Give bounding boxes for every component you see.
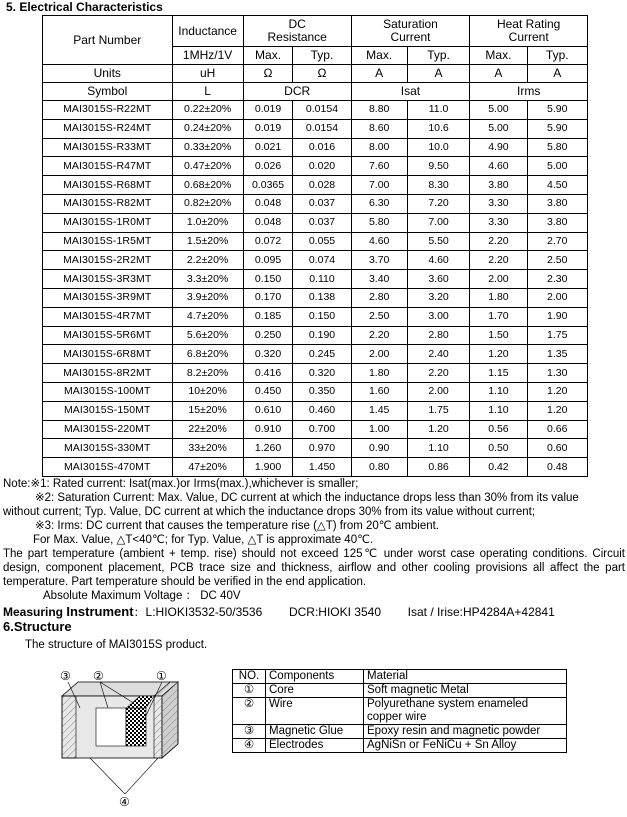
cell-irms-max: 1.15 <box>470 364 527 383</box>
cell-material: Soft magnetic Metal <box>364 684 567 698</box>
cell-irms-typ: 5.90 <box>527 101 587 120</box>
cell-irms-typ: 5.90 <box>527 119 587 138</box>
electrical-characteristics-table <box>42 15 588 477</box>
component-row <box>233 725 567 739</box>
cell-isat-typ: 3.00 <box>407 307 470 326</box>
cell-isat-typ: 4.60 <box>407 251 470 270</box>
cell-isat-typ: 2.40 <box>407 345 470 364</box>
cell-dcr-typ: 0.245 <box>293 345 351 364</box>
cell-pn: MAI3015S-5R6MT <box>43 326 173 345</box>
cell-l: 3.9±20% <box>172 288 243 307</box>
cell-irms-max: 2.20 <box>470 251 527 270</box>
cell-irms-max: 0.50 <box>470 439 527 458</box>
table-header-row <box>43 16 588 47</box>
table-row <box>43 119 588 138</box>
cell-dcr-typ: 0.020 <box>293 157 351 176</box>
cell-dcr-typ: 0.150 <box>293 307 351 326</box>
cell-irms-typ: 1.20 <box>527 382 587 401</box>
cell-isat-max: 7.60 <box>351 157 407 176</box>
cell-isat-typ: 1.75 <box>407 401 470 420</box>
note-1: Note:※1: Rated current: Isat(max.)or Irms(max.),whichever is smaller; <box>3 478 359 490</box>
cell-irms-typ: 5.80 <box>527 138 587 157</box>
table-row <box>43 270 588 289</box>
cell-l: 3.3±20% <box>172 270 243 289</box>
cell-dcr-typ: 0.016 <box>293 138 351 157</box>
header-dc-resistance: DC Resistance <box>243 16 351 47</box>
cell-l: 8.2±20% <box>172 364 243 383</box>
cell-irms-typ: 4.50 <box>527 176 587 195</box>
cell-isat-max: 7.00 <box>351 176 407 195</box>
cell-dcr-max: 0.048 <box>243 194 293 213</box>
cell-isat-typ: 8.30 <box>407 176 470 195</box>
cell-isat-typ: 0.86 <box>407 458 470 477</box>
cell-l: 47±20% <box>172 458 243 477</box>
cell-irms-max: 5.00 <box>470 119 527 138</box>
cell-isat-typ: 10.0 <box>407 138 470 157</box>
table-row <box>43 194 588 213</box>
component-row <box>233 739 567 753</box>
cell-isat-typ: 3.60 <box>407 270 470 289</box>
cell-isat-max: 8.60 <box>351 119 407 138</box>
symbol-irms: Irms <box>470 83 588 101</box>
table-units-row <box>43 65 588 83</box>
cell-irms-typ: 2.30 <box>527 270 587 289</box>
callout-2: ② <box>93 669 104 683</box>
table-row <box>43 326 588 345</box>
cell-dcr-max: 0.019 <box>243 119 293 138</box>
wire-winding <box>126 708 146 746</box>
electrode-left <box>62 696 76 758</box>
cell-dcr-max: 1.900 <box>243 458 293 477</box>
cell-isat-max: 3.40 <box>351 270 407 289</box>
cell-isat-typ: 1.20 <box>407 420 470 439</box>
cell-isat-max: 2.50 <box>351 307 407 326</box>
cell-irms-typ: 1.35 <box>527 345 587 364</box>
cell-component: Electrodes <box>266 739 364 753</box>
callout-4: ④ <box>119 795 130 808</box>
cell-l: 4.7±20% <box>172 307 243 326</box>
header-heat-rating-current: Heat Rating Current <box>470 16 588 47</box>
cell-irms-typ: 2.70 <box>527 232 587 251</box>
cell-dcr-max: 0.185 <box>243 307 293 326</box>
header-material: Material <box>364 670 567 684</box>
table-row <box>43 213 588 232</box>
cell-l: 0.33±20% <box>172 138 243 157</box>
cell-pn: MAI3015S-1R5MT <box>43 232 173 251</box>
table-symbol-row <box>43 83 588 101</box>
cell-pn: MAI3015S-R33MT <box>43 138 173 157</box>
cell-isat-typ: 2.00 <box>407 382 470 401</box>
cell-isat-max: 2.20 <box>351 326 407 345</box>
cell-isat-typ: 7.00 <box>407 213 470 232</box>
cell-irms-typ: 2.00 <box>527 288 587 307</box>
units-label: Units <box>43 65 173 83</box>
cell-dcr-typ: 0.055 <box>293 232 351 251</box>
table-row <box>43 288 588 307</box>
cell-pn: MAI3015S-220MT <box>43 420 173 439</box>
cell-irms-max: 5.00 <box>470 101 527 120</box>
cell-pn: MAI3015S-330MT <box>43 439 173 458</box>
cell-irms-max: 1.20 <box>470 345 527 364</box>
measuring-instrument: Measuring Instrument：L:HIOKI3532-50/3536 DCR:HIOKI 3540 Isat / Irise:HP4284A+42841 <box>3 604 555 619</box>
cell-isat-max: 1.45 <box>351 401 407 420</box>
note-2-line-2: without current; Typ. Value, DC current at which the inductance drops 30% from its value without current; <box>3 506 536 518</box>
header-saturation-current: Saturation Current <box>351 16 470 47</box>
cell-isat-max: 1.80 <box>351 364 407 383</box>
cell-isat-max: 8.00 <box>351 138 407 157</box>
cell-isat-max: 3.70 <box>351 251 407 270</box>
cell-dcr-max: 0.0365 <box>243 176 293 195</box>
cell-isat-max: 6.30 <box>351 194 407 213</box>
symbol-isat: Isat <box>351 83 470 101</box>
cell-l: 5.6±20% <box>172 326 243 345</box>
electrode-right <box>154 682 178 758</box>
cell-isat-typ: 10.6 <box>407 119 470 138</box>
cell-pn: MAI3015S-R22MT <box>43 101 173 120</box>
cell-pn: MAI3015S-3R9MT <box>43 288 173 307</box>
unit-resistance: Ω <box>293 65 351 83</box>
cell-dcr-typ: 0.350 <box>293 382 351 401</box>
cell-l: 0.24±20% <box>172 119 243 138</box>
cell-irms-max: 1.70 <box>470 307 527 326</box>
table-row <box>43 345 588 364</box>
cell-isat-max: 0.90 <box>351 439 407 458</box>
cell-dcr-max: 0.320 <box>243 345 293 364</box>
cell-l: 6.8±20% <box>172 345 243 364</box>
cell-isat-max: 1.00 <box>351 420 407 439</box>
cell-dcr-max: 1.260 <box>243 439 293 458</box>
cell-isat-typ: 1.10 <box>407 439 470 458</box>
symbol-dcr: DCR <box>243 83 351 101</box>
components-header-row <box>233 670 567 684</box>
cell-dcr-max: 0.019 <box>243 101 293 120</box>
unit-resistance: Ω <box>243 65 293 83</box>
absolute-max-voltage: Absolute Maximum Voltage ： DC 40V <box>43 590 241 602</box>
cell-irms-max: 0.56 <box>470 420 527 439</box>
table-row <box>43 251 588 270</box>
cell-dcr-typ: 0.320 <box>293 364 351 383</box>
cell-pn: MAI3015S-1R0MT <box>43 213 173 232</box>
cell-dcr-max: 0.072 <box>243 232 293 251</box>
cell-pn: MAI3015S-6R8MT <box>43 345 173 364</box>
cell-dcr-max: 0.150 <box>243 270 293 289</box>
cell-component: Magnetic Glue <box>266 725 364 739</box>
cell-isat-max: 4.60 <box>351 232 407 251</box>
cell-dcr-typ: 0.190 <box>293 326 351 345</box>
cell-irms-max: 3.80 <box>470 176 527 195</box>
cell-material: Epoxy resin and magnetic powder <box>364 725 567 739</box>
cell-isat-typ: 11.0 <box>407 101 470 120</box>
cell-irms-typ: 1.20 <box>527 401 587 420</box>
cell-l: 33±20% <box>172 439 243 458</box>
cell-isat-max: 2.00 <box>351 345 407 364</box>
cell-dcr-typ: 0.138 <box>293 288 351 307</box>
cell-dcr-typ: 0.028 <box>293 176 351 195</box>
cell-irms-typ: 3.80 <box>527 194 587 213</box>
unit-current: A <box>407 65 470 83</box>
cell-pn: MAI3015S-470MT <box>43 458 173 477</box>
cell-isat-typ: 5.50 <box>407 232 470 251</box>
cell-dcr-max: 0.416 <box>243 364 293 383</box>
cell-dcr-max: 0.250 <box>243 326 293 345</box>
header-typ: Typ. <box>293 47 351 65</box>
note-3-line-2: For Max. Value, △T<40℃; for Typ. Value, △T is approximate 40℃. <box>33 534 374 546</box>
section-title-electrical: 5. Electrical Characteristics <box>6 0 163 14</box>
table-row <box>43 458 588 477</box>
unit-current: A <box>470 65 527 83</box>
cell-no: ② <box>233 698 266 725</box>
table-row <box>43 101 588 120</box>
cell-irms-max: 2.20 <box>470 232 527 251</box>
cell-pn: MAI3015S-2R2MT <box>43 251 173 270</box>
table-row <box>43 232 588 251</box>
cell-irms-typ: 1.30 <box>527 364 587 383</box>
cell-dcr-max: 0.021 <box>243 138 293 157</box>
cell-l: 1.0±20% <box>172 213 243 232</box>
cell-dcr-typ: 0.037 <box>293 213 351 232</box>
header-typ: Typ. <box>407 47 470 65</box>
note-3-line-1: ※3: Irms: DC current that causes the temperature rise (△T) from 20℃ ambient. <box>35 520 439 532</box>
cell-irms-max: 3.30 <box>470 194 527 213</box>
cell-dcr-max: 0.610 <box>243 401 293 420</box>
cell-dcr-typ: 0.0154 <box>293 101 351 120</box>
header-max: Max. <box>470 47 527 65</box>
cell-isat-max: 1.60 <box>351 382 407 401</box>
cell-dcr-typ: 0.700 <box>293 420 351 439</box>
cell-irms-max: 1.80 <box>470 288 527 307</box>
cell-irms-max: 2.00 <box>470 270 527 289</box>
temperature-paragraph: The part temperature (ambient + temp. rise) should not exceed 125℃ under worst case operating conditions. Circuit design, component placement, PCB trace size and thickness, airflow and other cooling provisions all affect the part temperature. Part temperature should be verified in the end application. <box>3 548 625 588</box>
cell-l: 2.2±20% <box>172 251 243 270</box>
cell-pn: MAI3015S-8R2MT <box>43 364 173 383</box>
header-components: Components <box>266 670 364 684</box>
cell-irms-typ: 1.75 <box>527 326 587 345</box>
cell-l: 0.22±20% <box>172 101 243 120</box>
cell-dcr-max: 0.170 <box>243 288 293 307</box>
cell-pn: MAI3015S-150MT <box>43 401 173 420</box>
cell-isat-max: 0.80 <box>351 458 407 477</box>
cell-component: Core <box>266 684 364 698</box>
cell-dcr-max: 0.026 <box>243 157 293 176</box>
cell-dcr-typ: 0.0154 <box>293 119 351 138</box>
cell-irms-typ: 0.60 <box>527 439 587 458</box>
header-no: NO. <box>233 670 266 684</box>
inductor-structure-diagram <box>50 668 200 808</box>
component-row <box>233 698 567 725</box>
cell-irms-max: 4.60 <box>470 157 527 176</box>
header-max: Max. <box>243 47 293 65</box>
table-row <box>43 176 588 195</box>
components-table <box>232 669 567 753</box>
table-row <box>43 364 588 383</box>
cell-irms-max: 1.50 <box>470 326 527 345</box>
structure-title: 6.Structure <box>3 619 72 634</box>
structure-description: The structure of MAI3015S product. <box>25 639 208 651</box>
header-typ: Typ. <box>527 47 587 65</box>
table-row <box>43 138 588 157</box>
symbol-l: L <box>172 83 243 101</box>
callout-1: ① <box>156 669 167 683</box>
cell-isat-typ: 7.20 <box>407 194 470 213</box>
cell-material: Polyurethane system enameled copper wire <box>364 698 567 725</box>
table-row <box>43 307 588 326</box>
cell-irms-max: 0.42 <box>470 458 527 477</box>
cell-irms-typ: 0.66 <box>527 420 587 439</box>
cell-isat-typ: 9.50 <box>407 157 470 176</box>
callout-3: ③ <box>60 669 71 683</box>
cell-irms-typ: 2.50 <box>527 251 587 270</box>
symbol-label: Symbol <box>43 83 173 101</box>
cell-dcr-typ: 1.450 <box>293 458 351 477</box>
cell-isat-typ: 2.80 <box>407 326 470 345</box>
cell-pn: MAI3015S-R82MT <box>43 194 173 213</box>
cell-pn: MAI3015S-4R7MT <box>43 307 173 326</box>
cell-isat-typ: 3.20 <box>407 288 470 307</box>
cell-dcr-typ: 0.110 <box>293 270 351 289</box>
cell-component: Wire <box>266 698 364 725</box>
cell-pn: MAI3015S-100MT <box>43 382 173 401</box>
cell-dcr-typ: 0.460 <box>293 401 351 420</box>
cell-dcr-typ: 0.970 <box>293 439 351 458</box>
cell-material: AgNiSn or FeNiCu + Sn Alloy <box>364 739 567 753</box>
cell-no: ① <box>233 684 266 698</box>
cell-no: ④ <box>233 739 266 753</box>
unit-current: A <box>527 65 587 83</box>
cell-dcr-typ: 0.074 <box>293 251 351 270</box>
cell-irms-typ: 1.90 <box>527 307 587 326</box>
table-row <box>43 420 588 439</box>
cell-l: 1.5±20% <box>172 232 243 251</box>
cell-no: ③ <box>233 725 266 739</box>
unit-inductance: uH <box>172 65 243 83</box>
cell-l: 0.47±20% <box>172 157 243 176</box>
header-max: Max. <box>351 47 407 65</box>
cell-l: 22±20% <box>172 420 243 439</box>
cell-dcr-max: 0.048 <box>243 213 293 232</box>
note-2-line-1: ※2: Saturation Current: Max. Value, DC current at which the inductance drops less than 30% from its value <box>35 492 579 504</box>
table-row <box>43 401 588 420</box>
table-row <box>43 382 588 401</box>
table-row <box>43 439 588 458</box>
cell-pn: MAI3015S-3R3MT <box>43 270 173 289</box>
notes-section <box>3 477 625 652</box>
cell-isat-max: 5.80 <box>351 213 407 232</box>
cell-irms-max: 1.10 <box>470 382 527 401</box>
cell-dcr-max: 0.095 <box>243 251 293 270</box>
table-row <box>43 157 588 176</box>
cell-l: 0.82±20% <box>172 194 243 213</box>
cell-dcr-typ: 0.037 <box>293 194 351 213</box>
cell-pn: MAI3015S-R47MT <box>43 157 173 176</box>
cell-dcr-max: 0.450 <box>243 382 293 401</box>
unit-current: A <box>351 65 407 83</box>
cell-l: 0.68±20% <box>172 176 243 195</box>
cell-l: 10±20% <box>172 382 243 401</box>
cell-irms-typ: 5.00 <box>527 157 587 176</box>
cell-irms-max: 1.10 <box>470 401 527 420</box>
cell-isat-max: 2.80 <box>351 288 407 307</box>
cell-pn: MAI3015S-R68MT <box>43 176 173 195</box>
cell-dcr-max: 0.910 <box>243 420 293 439</box>
header-inductance: Inductance <box>172 16 243 47</box>
cell-irms-max: 3.30 <box>470 213 527 232</box>
cell-irms-typ: 3.80 <box>527 213 587 232</box>
core-area <box>96 708 126 746</box>
component-row <box>233 684 567 698</box>
header-part-number: Part Number <box>43 16 173 65</box>
cell-irms-max: 4.90 <box>470 138 527 157</box>
cell-pn: MAI3015S-R24MT <box>43 119 173 138</box>
cell-isat-typ: 2.20 <box>407 364 470 383</box>
header-frequency: 1MHz/1V <box>172 47 243 65</box>
cell-irms-typ: 0.48 <box>527 458 587 477</box>
cell-isat-max: 8.80 <box>351 101 407 120</box>
cell-l: 15±20% <box>172 401 243 420</box>
